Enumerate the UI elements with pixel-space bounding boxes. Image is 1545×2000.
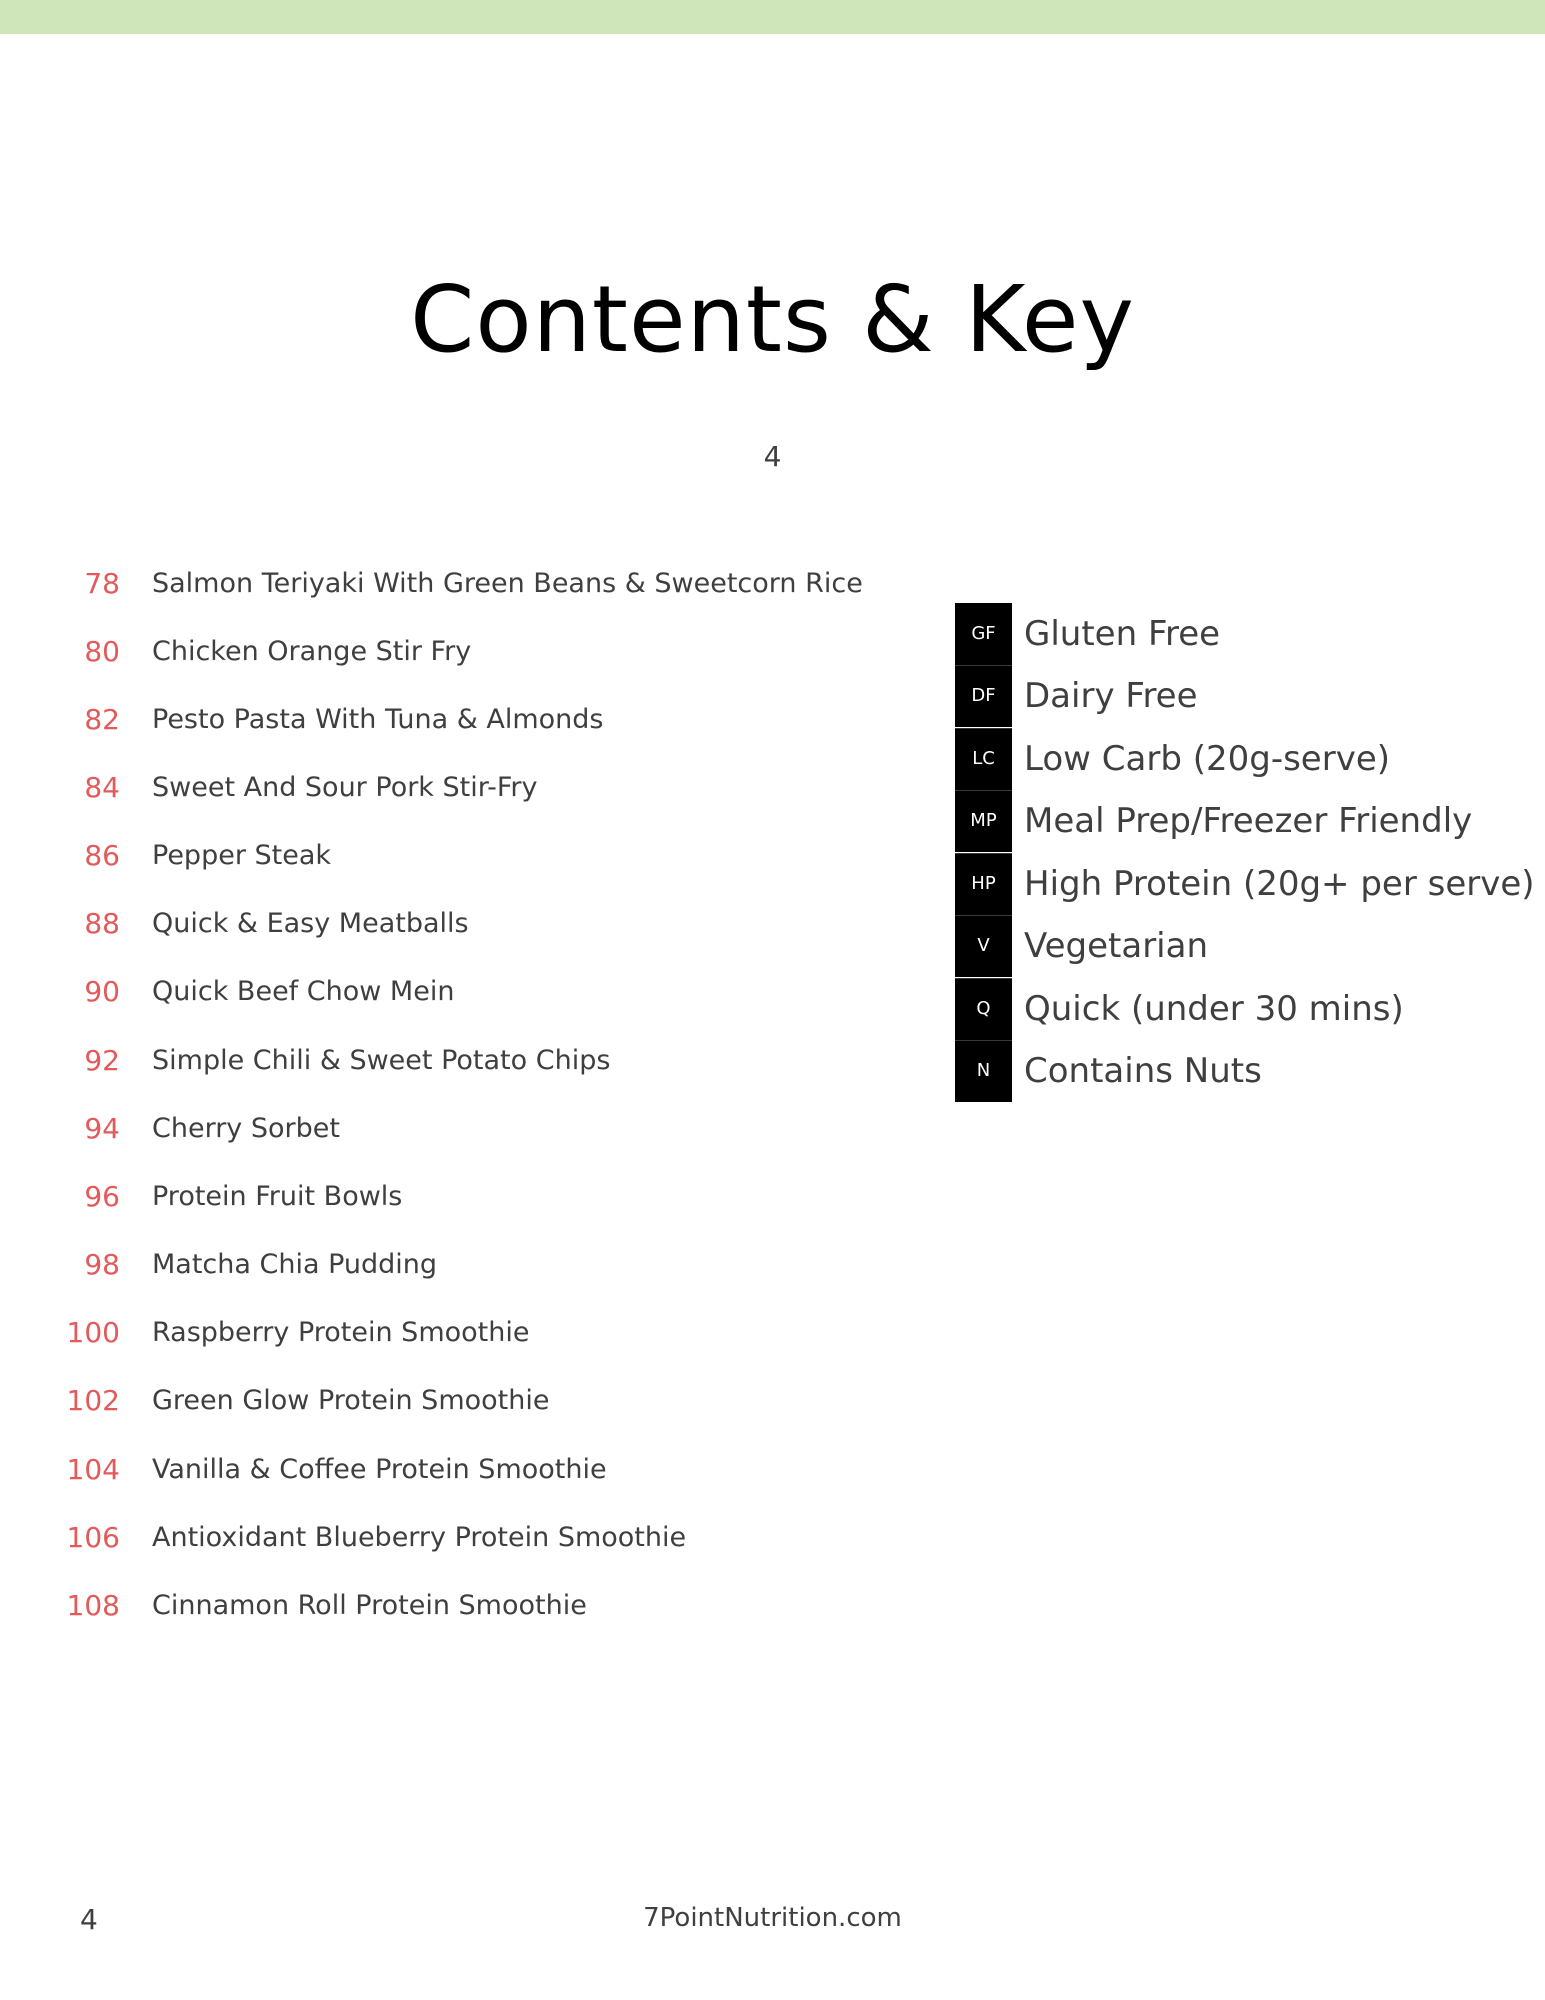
key-item bbox=[955, 978, 1515, 1040]
toc-entry[interactable] bbox=[0, 632, 900, 672]
toc-recipe-title: Raspberry Protein Smoothie bbox=[152, 1317, 530, 1348]
toc-page-number: 80 bbox=[84, 635, 120, 668]
toc-recipe-title: Sweet And Sour Pork Stir-Fry bbox=[152, 772, 538, 803]
footer-page-number: 4 bbox=[80, 1903, 98, 1936]
toc-page-number: 86 bbox=[84, 839, 120, 872]
toc-recipe-title: Cherry Sorbet bbox=[152, 1113, 340, 1144]
toc-recipe-title: Pepper Steak bbox=[152, 840, 332, 871]
toc-page-number: 100 bbox=[66, 1316, 120, 1349]
toc-entry[interactable] bbox=[0, 1245, 900, 1285]
toc-page-number: 84 bbox=[84, 771, 120, 804]
key-label: Quick (under 30 mins) bbox=[1024, 989, 1404, 1029]
toc-recipe-title: Simple Chili & Sweet Potato Chips bbox=[152, 1045, 611, 1076]
key-badge: HP bbox=[955, 853, 1012, 915]
toc-entry[interactable] bbox=[0, 1381, 900, 1421]
toc-page-number: 98 bbox=[84, 1248, 120, 1281]
toc-recipe-title: Quick & Easy Meatballs bbox=[152, 908, 469, 939]
key-label: Meal Prep/Freezer Friendly bbox=[1024, 801, 1473, 841]
key-badge: DF bbox=[955, 665, 1012, 727]
toc-page-number: 92 bbox=[84, 1044, 120, 1077]
toc-recipe-title: Quick Beef Chow Mein bbox=[152, 976, 455, 1007]
page-title: Contents & Key bbox=[410, 266, 1135, 373]
toc-entry[interactable] bbox=[0, 1586, 900, 1626]
toc-page-number: 102 bbox=[66, 1384, 120, 1417]
key-label: High Protein (20g+ per serve) bbox=[1024, 864, 1535, 904]
toc-page-number: 90 bbox=[84, 975, 120, 1008]
toc-entry[interactable] bbox=[0, 1313, 900, 1353]
key-badge: Q bbox=[955, 978, 1012, 1040]
toc-entry[interactable] bbox=[0, 1109, 900, 1149]
key-badge: LC bbox=[955, 728, 1012, 790]
key-badge: N bbox=[955, 1040, 1012, 1102]
key-item bbox=[955, 603, 1515, 665]
key-item bbox=[955, 790, 1515, 852]
toc-recipe-title: Vanilla & Coffee Protein Smoothie bbox=[152, 1454, 607, 1485]
key-badge: GF bbox=[955, 603, 1012, 665]
toc-recipe-title: Protein Fruit Bowls bbox=[152, 1181, 403, 1212]
toc-recipe-title: Pesto Pasta With Tuna & Almonds bbox=[152, 704, 604, 735]
toc-entry[interactable] bbox=[0, 564, 900, 604]
toc-recipe-title: Antioxidant Blueberry Protein Smoothie bbox=[152, 1522, 687, 1553]
key-label: Dairy Free bbox=[1024, 676, 1198, 716]
toc-entry[interactable] bbox=[0, 836, 900, 876]
key-item bbox=[955, 853, 1535, 915]
toc-page-number: 96 bbox=[84, 1180, 120, 1213]
toc-entry[interactable] bbox=[0, 1518, 900, 1558]
key-item bbox=[955, 915, 1515, 977]
toc-entry[interactable] bbox=[0, 700, 900, 740]
key-label: Low Carb (20g-serve) bbox=[1024, 739, 1390, 779]
toc-entry[interactable] bbox=[0, 972, 900, 1012]
key-label: Gluten Free bbox=[1024, 614, 1221, 654]
toc-page-number: 104 bbox=[66, 1453, 120, 1486]
toc-entry[interactable] bbox=[0, 1177, 900, 1217]
toc-page-number: 88 bbox=[84, 907, 120, 940]
top-accent-band bbox=[0, 0, 1545, 34]
toc-page-number: 94 bbox=[84, 1112, 120, 1145]
key-badge: V bbox=[955, 915, 1012, 977]
toc-entry[interactable] bbox=[0, 1041, 900, 1081]
toc-recipe-title: Cinnamon Roll Protein Smoothie bbox=[152, 1590, 587, 1621]
toc-page-number: 78 bbox=[84, 567, 120, 600]
toc-recipe-title: Salmon Teriyaki With Green Beans & Sweetcorn Rice bbox=[152, 568, 863, 599]
key-item bbox=[955, 1040, 1515, 1102]
key-item bbox=[955, 728, 1515, 790]
toc-entry[interactable] bbox=[0, 904, 900, 944]
toc-recipe-title: Matcha Chia Pudding bbox=[152, 1249, 438, 1280]
section-number: 4 bbox=[763, 440, 782, 473]
key-label: Vegetarian bbox=[1024, 926, 1209, 966]
toc-page-number: 108 bbox=[66, 1589, 120, 1622]
key-badge: MP bbox=[955, 790, 1012, 852]
toc-entry[interactable] bbox=[0, 768, 900, 808]
footer-website[interactable]: 7PointNutrition.com bbox=[643, 1903, 902, 1933]
toc-entry[interactable] bbox=[0, 1450, 900, 1490]
toc-recipe-title: Chicken Orange Stir Fry bbox=[152, 636, 472, 667]
toc-page-number: 82 bbox=[84, 703, 120, 736]
toc-page-number: 106 bbox=[66, 1521, 120, 1554]
key-item bbox=[955, 665, 1515, 727]
toc-recipe-title: Green Glow Protein Smoothie bbox=[152, 1385, 550, 1416]
key-label: Contains Nuts bbox=[1024, 1051, 1262, 1091]
